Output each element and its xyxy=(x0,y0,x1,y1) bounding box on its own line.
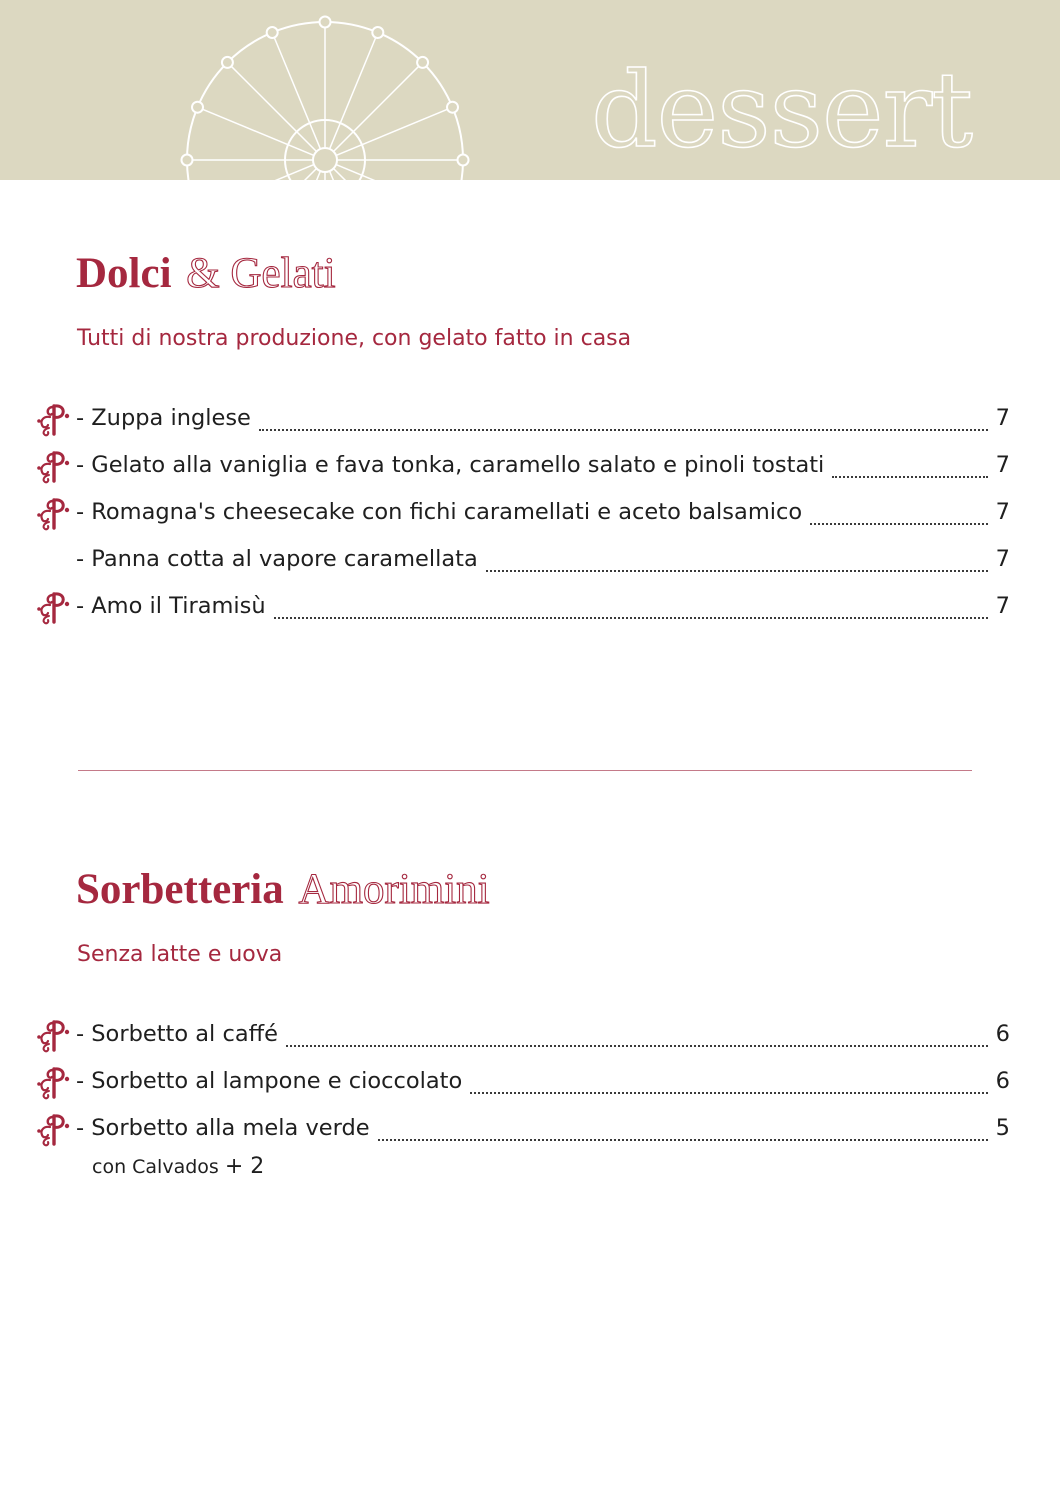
fleur-p-emblem-icon xyxy=(33,400,73,440)
menu-item-name: - Sorbetto alla mela verde xyxy=(76,1114,370,1141)
menu-item-price: 7 xyxy=(995,498,1010,525)
menu-item xyxy=(0,394,1060,441)
wheel-cabin xyxy=(222,57,233,68)
fleur-p-emblem-icon xyxy=(33,1016,73,1056)
wheel-spoke xyxy=(227,168,316,180)
page-title: dessert xyxy=(591,49,972,171)
dotted-leader xyxy=(470,1082,987,1094)
dotted-leader xyxy=(274,607,988,619)
menu-item xyxy=(0,488,1060,535)
wheel-cabin xyxy=(447,102,458,113)
menu-item-price: 6 xyxy=(995,1020,1010,1047)
dotted-leader xyxy=(286,1035,988,1047)
section-title xyxy=(76,248,1060,300)
menu-item xyxy=(0,1104,1060,1151)
wheel-cabin xyxy=(182,155,193,166)
menu-item-name: - Gelato alla vaniglia e fava tonka, caramello salato e pinoli tostati xyxy=(76,451,825,478)
dotted-leader xyxy=(378,1129,988,1141)
section-title-light: Amorimini xyxy=(298,866,490,913)
menu-list-dolci xyxy=(0,394,1060,629)
dotted-leader xyxy=(259,419,988,431)
wheel-spoke xyxy=(333,168,422,180)
dotted-leader xyxy=(832,466,987,478)
wheel-cabin xyxy=(320,17,331,28)
menu-item xyxy=(0,1010,1060,1057)
wheel-cabin xyxy=(372,27,383,38)
note-text: con Calvados xyxy=(92,1156,219,1178)
wheel-cabin xyxy=(192,102,203,113)
fleur-p-emblem-icon xyxy=(33,447,73,487)
menu-item-price: 7 xyxy=(995,451,1010,478)
menu-item-price: 7 xyxy=(995,592,1010,619)
menu-item-price: 7 xyxy=(995,545,1010,572)
menu-item-name: - Sorbetto al lampone e cioccolato xyxy=(76,1067,463,1094)
wheel-spoke xyxy=(198,165,314,180)
note-extra-price: + 2 xyxy=(224,1154,265,1179)
wheel-cabin xyxy=(458,155,469,166)
menu-item-price: 5 xyxy=(995,1114,1010,1141)
section-title-bold: Sorbetteria xyxy=(76,866,284,913)
wheel-spoke xyxy=(336,165,452,180)
wheel-cabin xyxy=(417,57,428,68)
fleur-p-emblem-icon xyxy=(33,494,73,534)
section-title-light: & Gelati xyxy=(186,250,336,297)
menu-item-note xyxy=(92,1153,1060,1181)
menu-item-name: - Romagna's cheesecake con fichi caramellati e aceto balsamico xyxy=(76,498,803,525)
menu-item-name: - Zuppa inglese xyxy=(76,404,251,431)
menu-item xyxy=(0,441,1060,488)
dotted-leader xyxy=(486,560,988,572)
section-dolci-gelati xyxy=(0,248,1060,629)
section-subtitle: Senza latte e uova xyxy=(77,942,283,967)
section-title xyxy=(76,864,1060,916)
fleur-p-emblem-icon xyxy=(33,1063,73,1103)
menu-item xyxy=(0,1057,1060,1104)
fleur-p-emblem-icon xyxy=(33,1110,73,1150)
fleur-p-emblem-icon xyxy=(33,588,73,628)
wheel-cabin xyxy=(267,27,278,38)
menu-list-sorbetti xyxy=(0,1010,1060,1151)
section-sorbetteria xyxy=(0,864,1060,1181)
section-subtitle: Tutti di nostra produzione, con gelato fatto in casa xyxy=(77,326,632,351)
section-divider xyxy=(78,770,972,771)
menu-item xyxy=(0,582,1060,629)
menu-item-name: - Panna cotta al vapore caramellata xyxy=(76,545,478,572)
menu-item-name: - Sorbetto al caffé xyxy=(76,1020,278,1047)
header-band xyxy=(0,0,1060,180)
dotted-leader xyxy=(810,513,988,525)
menu-item-price: 6 xyxy=(995,1067,1010,1094)
section-title-bold: Dolci xyxy=(76,250,172,297)
menu-item-name: - Amo il Tiramisù xyxy=(76,592,266,619)
menu-item-price: 7 xyxy=(995,404,1010,431)
menu-item xyxy=(0,535,1060,582)
ferris-wheel-icon xyxy=(170,10,480,180)
